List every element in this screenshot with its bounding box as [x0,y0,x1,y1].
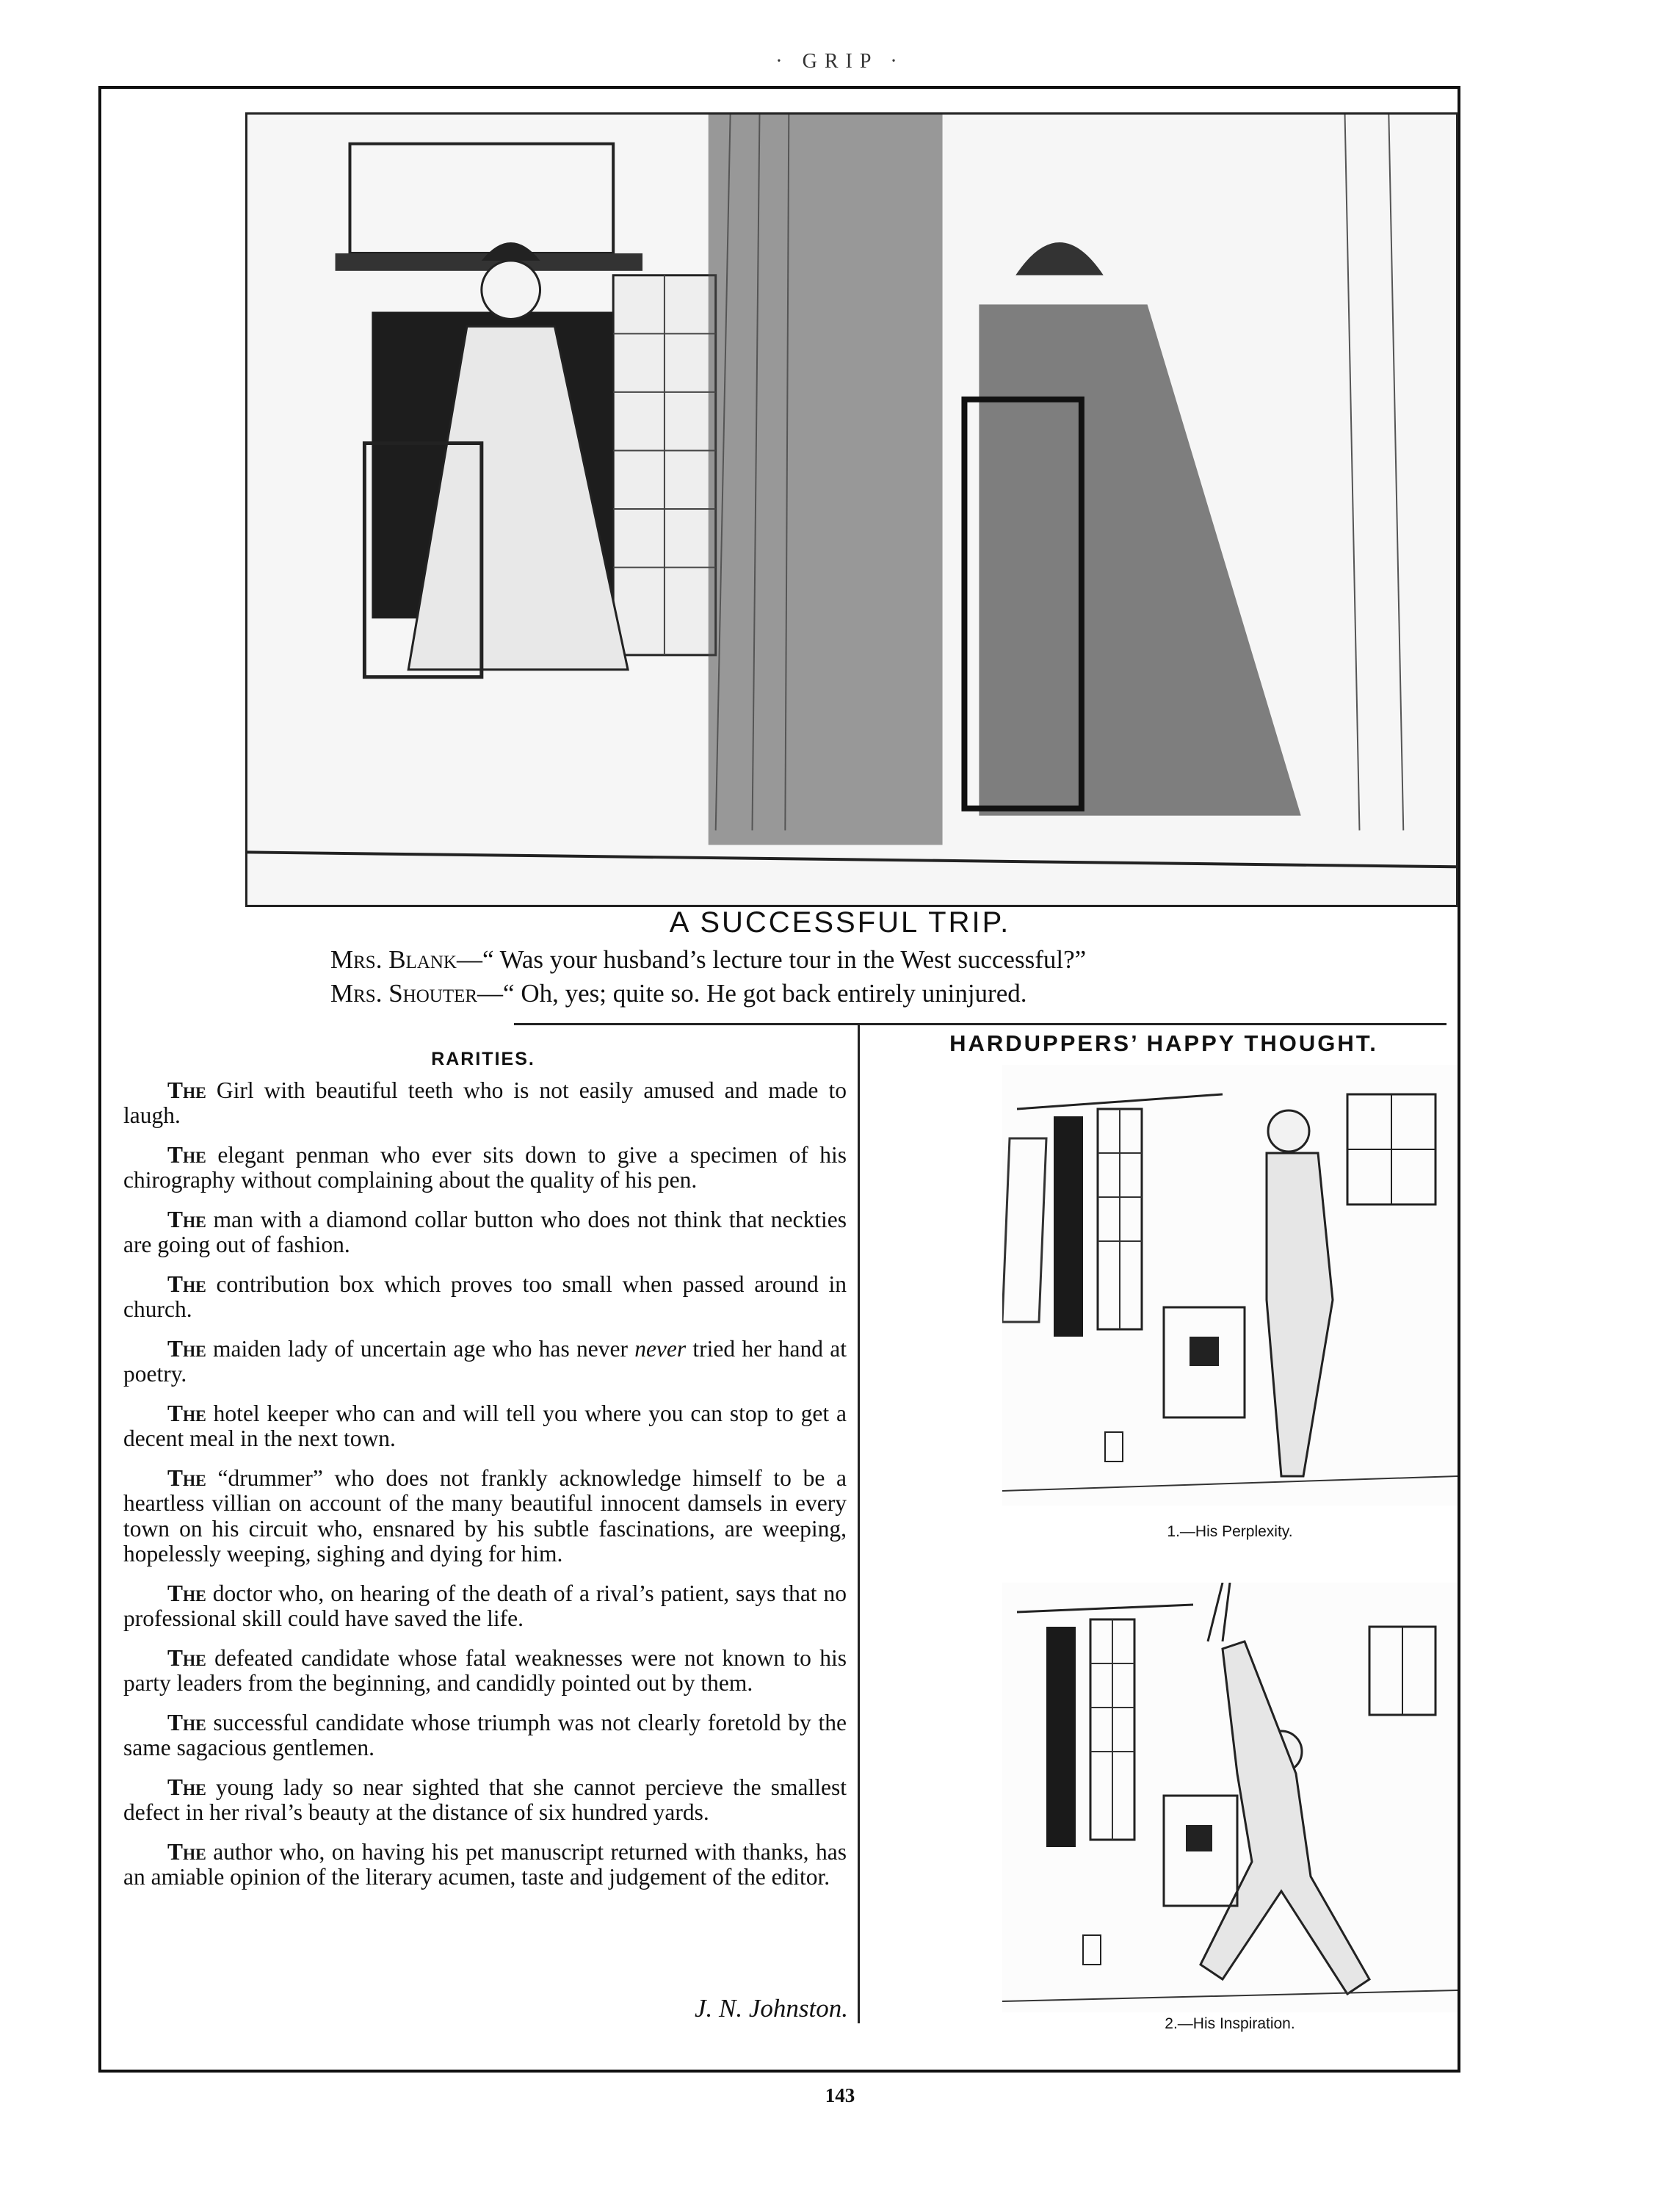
rarity-paragraph [123,1143,847,1193]
dialog-speaker: Mrs. Blank [330,945,457,974]
column-rule-vertical [858,1025,860,2023]
rarity-paragraph [123,1207,847,1258]
rarity-paragraph [123,1775,847,1826]
paragraph-lead: The [167,1335,206,1362]
paragraph-lead: The [167,1400,206,1426]
dialog-text: —“ Was your husband’s lecture tour in the West successful?” [456,945,1087,974]
paragraph-text: Girl with beautiful teeth who is not easily amused and made to laugh. [123,1077,847,1129]
dialog-text: —“ Oh, yes; quite so. He got back entirely uninjured. [477,979,1027,1008]
paragraph-text: author who, on having his pet manuscript returned with thanks, has an amiable opinion of the literary acumen, taste and judgement of the editor. [123,1838,847,1890]
paragraph-text: “drummer” who does not frankly acknowledge himself to be a heartless villian on account of the many beautiful innocent damsels in every town on his circuit who, ensnared by his subtle fascinations, are weeping, hopelessly weeping, sighing and dying for him. [123,1464,847,1567]
paragraph-lead: The [167,1709,206,1735]
paragraph-lead: The [167,1077,206,1103]
rarity-paragraph [123,1840,847,1890]
paragraph-lead: The [167,1580,206,1606]
paragraph-text: hotel keeper who can and will tell you where you can stop to get a decent meal in the next town. [123,1400,847,1452]
hardupper-heading: HARDUPPERS’ HAPPY THOUGHT. [949,1030,1378,1056]
paragraph-text: maiden lady of uncertain age who has never [206,1335,635,1362]
rarity-paragraph [123,1581,847,1632]
rarity-paragraph [123,1078,847,1129]
paragraph-tail: tried her hand at poetry. [123,1335,847,1387]
dialog-line [330,980,1432,1008]
page-number: 143 [825,2084,855,2106]
dialog-line [330,946,1432,975]
successful-trip-illustration [245,112,1458,907]
paragraph-text: elegant penman who ever sits down to give a specimen of his chirography without complaining about the quality of his pen. [123,1141,847,1193]
rarities-column [123,1078,847,1904]
paragraph-lead: The [167,1774,206,1800]
inspiration-illustration [1002,1583,1458,2012]
dialog-speaker: Mrs. Shouter [330,979,478,1008]
paragraph-lead: The [167,1464,206,1491]
paragraph-lead: The [167,1838,206,1865]
paragraph-text: contribution box which proves too small when passed around in church. [123,1271,847,1323]
author-signature: J. N. Johnston. [694,1994,848,2023]
illustration-title: A SUCCESSFUL TRIP. [669,906,1011,939]
rarity-paragraph [123,1272,847,1323]
rarities-heading: RARITIES. [431,1049,535,1069]
column-rule-horizontal [514,1023,1447,1025]
panel-caption: 1.—His Perplexity. [1167,1523,1293,1540]
paragraph-text: young lady so near sighted that she cannot percieve the smallest defect in her rival’s beauty at the distance of six hundred yards. [123,1774,847,1826]
perplexity-illustration [1002,1065,1458,1506]
rarity-paragraph [123,1710,847,1761]
rarity-paragraph [123,1466,847,1567]
panel-caption: 2.—His Inspiration. [1165,2015,1295,2032]
rarity-paragraph [123,1337,847,1387]
paragraph-italic: never [634,1335,687,1362]
masthead: · GRIP · [775,50,905,73]
paragraph-text: man with a diamond collar button who does not think that neckties are going out of fashion. [123,1206,847,1258]
paragraph-text: doctor who, on hearing of the death of a rival’s patient, says that no professional skill could have saved the life. [123,1580,847,1632]
paragraph-text: successful candidate whose triumph was not clearly foretold by the same sagacious gentlemen. [123,1709,847,1761]
rarity-paragraph [123,1646,847,1697]
paragraph-lead: The [167,1271,206,1297]
paragraph-lead: The [167,1206,206,1232]
rarity-paragraph [123,1401,847,1452]
paragraph-lead: The [167,1141,206,1168]
paragraph-lead: The [167,1644,206,1671]
paragraph-text: defeated candidate whose fatal weaknesses were not known to his party leaders from the beginning, and candidly pointed out by them. [123,1644,847,1697]
